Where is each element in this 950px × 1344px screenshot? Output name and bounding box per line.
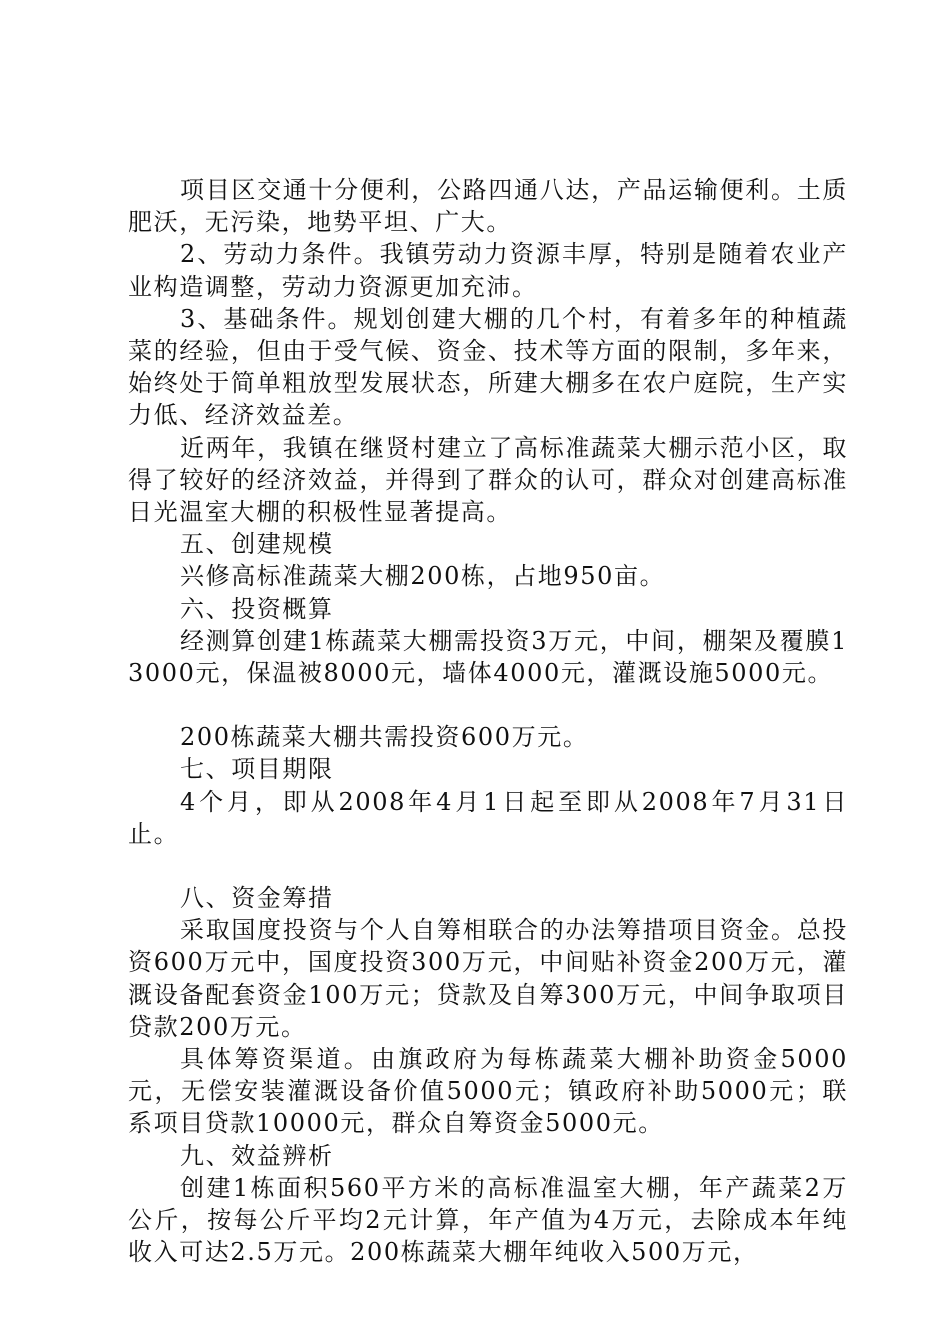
paragraph-investment-total: 200栋蔬菜大棚共需投资600万元。 (180, 723, 589, 752)
paragraph-labor: 2、劳动力条件。我镇劳动力资源丰厚，特别是随着农业产业构造调整，劳动力资源更加充沛。 (128, 240, 848, 301)
paragraph-recent-years: 近两年，我镇在继贤村建立了高标准蔬菜大棚示范小区，取得了较好的经济效益，并得到了群众的认可，群众对创建高标准日光温室大棚的积极性显著提高。 (128, 433, 848, 527)
paragraph-basic-conditions: 3、基础条件。规划创建大棚的几个村，有着多年的种植蔬菜的经验，但由于受气候、资金、技术等方面的限制，多年来，始终处于简单粗放型发展状态，所建大棚多在农户庭院，生产实力低、经济效益差。 (128, 304, 848, 430)
heading-investment: 六、投资概算 (180, 594, 334, 623)
heading-funding: 八、资金筹措 (180, 884, 334, 913)
paragraph-transport: 项目区交通十分便利，公路四通八达，产品运输便利。土质肥沃，无污染，地势平坦、广大。 (128, 176, 848, 237)
paragraph-funding: 采取国度投资与个人自筹相联合的办法筹措项目资金。总投资600万元中，国度投资300万元，中间贴补资金200万元，灌溉设备配套资金100万元；贷款及自筹300万元，中间争取项目贷款200万元。 (128, 916, 848, 1041)
document-body (128, 174, 848, 1269)
paragraph-investment-estimate: 经测算创建1栋蔬菜大棚需投资3万元，中间，棚架及覆膜13000元，保温被8000元，墙体4000元，灌溉设施5000元。 (128, 626, 848, 688)
heading-term: 七、项目期限 (180, 755, 334, 784)
heading-scale: 五、创建规模 (180, 530, 334, 559)
paragraph-scale: 兴修高标准蔬菜大棚200栋，占地950亩。 (180, 562, 666, 591)
heading-benefit: 九、效益辨析 (180, 1141, 334, 1170)
paragraph-funding-channels: 具体筹资渠道。由旗政府为每栋蔬菜大棚补助资金5000元，无偿安装灌溉设备价值5000元；镇政府补助5000元；联系项目贷款10000元，群众自筹资金5000元。 (128, 1045, 848, 1138)
paragraph-term: 4个月，即从2008年4月1日起至即从2008年7月31日止。 (128, 787, 848, 848)
paragraph-benefit: 创建1栋面积560平方米的高标准温室大棚，年产蔬菜2万公斤，按每公斤平均2元计算，年产值为4万元，去除成本年纯收入可达2.5万元。200栋蔬菜大棚年纯收入500万元， (128, 1173, 848, 1267)
